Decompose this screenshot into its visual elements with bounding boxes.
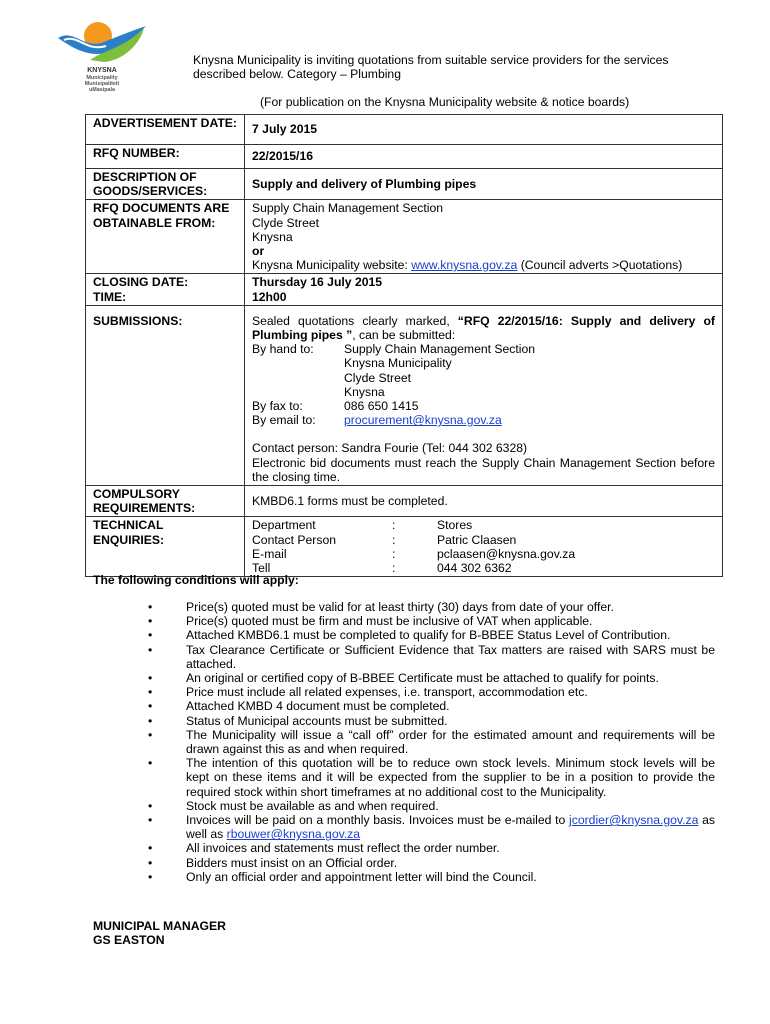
rfq-documents-or: or — [252, 244, 265, 259]
rfq-documents-website — [252, 258, 715, 272]
technical-row — [252, 518, 715, 532]
logo-text — [54, 67, 150, 94]
condition-text: The intention of this quotation will be to reduce own stock levels. Minimum stock levels will be kept on these items and it will be expected from the supplier to be in a position to provide the required stock within short timeframes at no additional cost to the Municipality. — [186, 756, 715, 799]
rfq-documents-label: RFQ DOCUMENTS ARE OBTAINABLE FROM: — [86, 200, 245, 274]
signature-title: MUNICIPAL MANAGER — [93, 919, 226, 933]
condition-item — [148, 671, 715, 685]
knysna-logo — [54, 20, 150, 98]
by-hand-line: Knysna Municipality — [344, 356, 452, 371]
condition-item — [148, 813, 715, 841]
bullet-icon: • — [148, 798, 153, 813]
technical-val: pclaasen@knysna.gov.za — [437, 546, 576, 561]
condition-text: The Municipality will issue a “call off” order for the estimated amount and requirements will be drawn against this as and when required. — [186, 727, 715, 757]
bullet-icon: • — [148, 600, 153, 614]
compulsory-label: COMPULSORY REQUIREMENTS: — [86, 486, 245, 517]
by-hand-line: Clyde Street — [344, 370, 412, 385]
procurement-email-link[interactable]: procurement@knysna.gov.za — [344, 413, 502, 428]
by-email-label: By email to: — [252, 413, 316, 428]
technical-key: Tell — [252, 561, 271, 576]
advertisement-date-label: ADVERTISEMENT DATE: — [86, 115, 245, 145]
compulsory-value: KMBD6.1 forms must be completed. — [245, 486, 723, 517]
intro-text: Knysna Municipality is inviting quotations from suitable service providers for the services described below. Category – Plumbing — [193, 53, 669, 82]
condition-text: Status of Municipal accounts must be submitted. — [186, 713, 448, 728]
bullet-icon: • — [148, 841, 153, 856]
condition-item — [148, 685, 715, 699]
condition-text: Price(s) quoted must be firm and must be inclusive of VAT when applicable. — [186, 614, 593, 629]
by-hand-label: By hand to: — [252, 342, 314, 357]
condition-text: Price must include all related expenses, i.e. transport, accommodation etc. — [186, 685, 588, 700]
logo-line: Munisipaliteit — [84, 81, 120, 88]
technical-label: TECHNICAL ENQUIRIES: — [86, 517, 245, 577]
signature-name: GS EASTON — [93, 933, 165, 948]
technical-val: Stores — [437, 518, 473, 533]
technical-key: Department — [252, 518, 316, 533]
technical-row — [252, 533, 715, 547]
condition-text: Price(s) quoted must be valid for at least thirty (30) days from date of your offer. — [186, 600, 614, 614]
condition-text: An original or certified copy of B-BBEE Certificate must be attached to qualify for points. — [186, 671, 659, 686]
technical-value — [245, 517, 723, 577]
condition-text: Attached KMBD 4 document must be completed. — [186, 699, 450, 714]
condition-item — [148, 628, 715, 642]
logo-line: Municipality — [86, 75, 118, 81]
by-hand-line: Knysna — [344, 384, 385, 399]
rfq-number-value: 22/2015/16 — [245, 145, 723, 169]
invoice-text: as well as — [186, 813, 715, 842]
conditions-list — [148, 600, 715, 884]
invoice-email-link[interactable]: rbouwer@knysna.gov.za — [226, 827, 361, 842]
submissions-rfq-title: “RFQ 22/2015/16: Supply and delivery of Plumbing pipes ” — [252, 313, 715, 343]
description-label: DESCRIPTION OF GOODS/SERVICES: — [86, 169, 245, 200]
condition-text: Only an official order and appointment letter will bind the Council. — [186, 869, 537, 884]
logo-line: uMasipala — [88, 87, 116, 94]
condition-item — [148, 841, 715, 855]
condition-text: Stock must be available as and when required. — [186, 798, 439, 813]
invoice-text: Invoices will be paid on a monthly basis. Invoices must be e-mailed to — [186, 813, 570, 828]
technical-row — [252, 547, 715, 561]
technical-key: Contact Person — [252, 532, 337, 547]
rfq-documents-line: Supply Chain Management Section — [252, 201, 444, 216]
description-value: Supply and delivery of Plumbing pipes — [245, 169, 723, 200]
bullet-icon: • — [148, 614, 153, 629]
condition-item — [148, 600, 715, 614]
conditions-title: The following conditions will apply: — [93, 573, 299, 587]
condition-text: Tax Clearance Certificate or Sufficient Evidence that Tax matters are raised with SARS must be attached. — [186, 642, 715, 671]
bullet-icon: • — [148, 756, 153, 771]
website-prefix: Knysna Municipality website: — [252, 258, 412, 273]
bullet-icon: • — [148, 713, 153, 728]
technical-sep: : — [392, 546, 396, 561]
closing-label — [86, 274, 245, 305]
by-hand-line: Supply Chain Management Section — [344, 342, 536, 357]
condition-item — [148, 728, 715, 756]
rfq-documents-value — [245, 200, 723, 274]
submissions-value — [245, 305, 723, 485]
closing-time-label: TIME: — [93, 289, 127, 304]
bullet-icon: • — [148, 813, 153, 828]
condition-item — [148, 643, 715, 671]
by-hand-address — [344, 342, 715, 399]
condition-item — [148, 699, 715, 713]
condition-text: Attached KMBD6.1 must be completed to qualify for B-BBEE Status Level of Contribution. — [186, 628, 671, 643]
bullet-icon: • — [148, 855, 153, 870]
logo-name: KNYSNA — [87, 67, 117, 74]
bullet-icon: • — [148, 628, 153, 643]
closing-time-value: 12h00 — [252, 289, 287, 304]
contact-person: Contact person: Sandra Fourie (Tel: 044 302 6328) — [252, 441, 528, 456]
submissions-intro-prefix: Sealed quotations clearly marked, — [252, 313, 458, 328]
fax-number: 086 650 1415 — [344, 399, 419, 414]
technical-val: Patric Claasen — [437, 532, 517, 547]
rfq-details-table — [85, 114, 723, 577]
condition-text: Bidders must insist on an Official order. — [186, 855, 398, 870]
bullet-icon: • — [148, 671, 153, 686]
condition-item — [148, 870, 715, 884]
closing-value — [245, 274, 723, 305]
website-suffix: (Council adverts >Quotations) — [517, 258, 683, 273]
technical-sep: : — [392, 561, 396, 576]
bullet-icon: • — [148, 685, 153, 700]
logo-swoosh-icon — [54, 20, 150, 68]
website-link[interactable]: www.knysna.gov.za — [411, 258, 518, 273]
by-hand-block — [252, 342, 715, 427]
condition-item — [148, 714, 715, 728]
condition-item — [148, 614, 715, 628]
technical-key: E-mail — [252, 546, 287, 561]
rfq-documents-line: Clyde Street — [252, 215, 320, 230]
condition-item — [148, 799, 715, 813]
bullet-icon: • — [148, 869, 153, 884]
advertisement-date-value: 7 July 2015 — [245, 115, 723, 145]
rfq-documents-line: Knysna — [252, 229, 293, 244]
technical-sep: : — [392, 532, 396, 547]
submissions-intro-suffix: , can be submitted: — [352, 328, 456, 343]
by-fax-label: By fax to: — [252, 399, 303, 414]
closing-date-value: Thursday 16 July 2015 — [252, 275, 383, 290]
signature-block — [93, 919, 226, 947]
submissions-label: SUBMISSIONS: — [86, 305, 245, 485]
invoice-email-link[interactable]: jcordier@knysna.gov.za — [569, 813, 699, 828]
condition-item — [148, 856, 715, 870]
bullet-icon: • — [148, 699, 153, 714]
publication-note: (For publication on the Knysna Municipality website & notice boards) — [260, 95, 630, 109]
technical-row — [252, 561, 715, 575]
technical-val: 044 302 6362 — [437, 561, 512, 576]
electronic-bid-note: Electronic bid documents must reach the Supply Chain Management Section before the closing time. — [252, 455, 715, 484]
bullet-icon: • — [148, 642, 153, 657]
bullet-icon: • — [148, 727, 153, 742]
technical-sep: : — [392, 518, 396, 533]
submissions-intro — [252, 314, 715, 342]
condition-item — [148, 756, 715, 799]
closing-date-label: CLOSING DATE: — [93, 275, 189, 290]
rfq-number-label: RFQ NUMBER: — [86, 145, 245, 169]
condition-text: All invoices and statements must reflect the order number. — [186, 841, 500, 856]
